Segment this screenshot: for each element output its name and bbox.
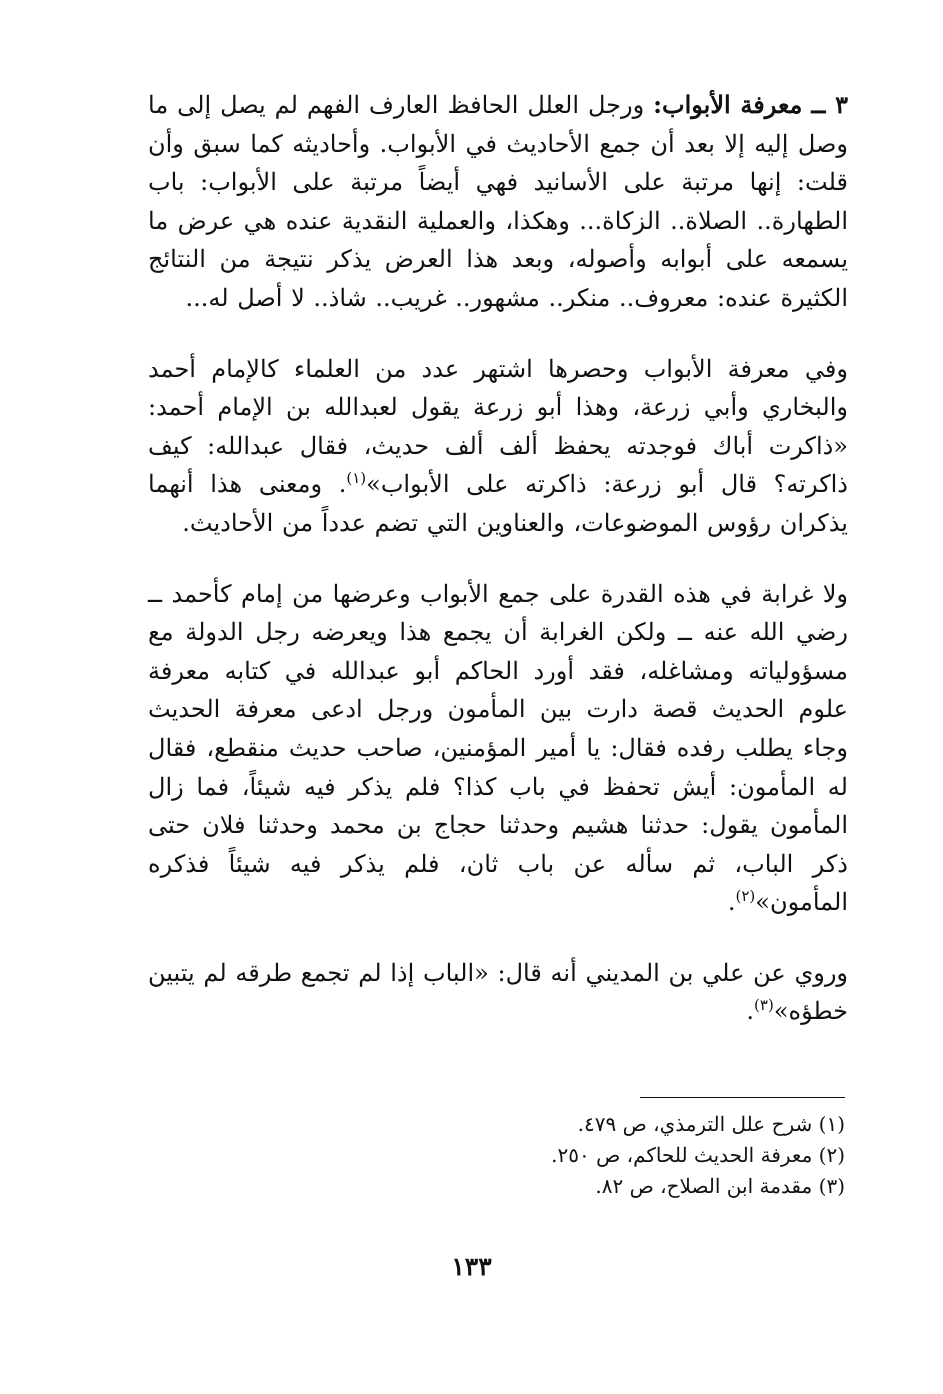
section-heading: معرفة الأبواب:: [653, 90, 803, 119]
paragraph-text: ورجل العلل الحافظ العارف الفهم لم يصل إلى ما وصل إليه إلا بعد أن جمع الأحاديث في الأبواب. وأحاديثه كما سبق وأن قلت: إنها مرتبة على الأسانيد فهي أيضاً مرتبة على الأبواب: باب الطهارة.. الصلاة.. الزكاة... وهكذا، والعملية النقدية عنده هي عرض ما يسمعه على أبوابه وأصوله، وبعد هذا العرض يذكر نتيجة من النتائج الكثيرة عنده: معروف.. منكر.. مشهور.. غريب.. شاذ.. لا أصل له...: [148, 91, 848, 312]
footnote-3: (٣) مقدمة ابن الصلاح، ص ٨٢.: [595, 1174, 845, 1198]
footnote-ref-3: (٣): [754, 996, 774, 1015]
paragraph-tail: .: [727, 888, 736, 917]
paragraph-text: ولا غرابة في هذه القدرة على جمع الأبواب وعرضها من إمام كأحمد ــ رضي الله عنه ــ ولكن الغرابة أن يجمع هذا ويعرضه رجل الدولة مع مسؤولياته ومشاغله، فقد أورد الحاكم أبو عبدالله في كتابه معرفة علوم الحديث قصة دارت بين المأمون ورجل ادعى معرفة الحديث وجاء يطلب رفده فقال: يا أمير المؤمنين، صاحب حديث منقطع، فقال له المأمون: أيش تحفظ في باب كذا؟ فلم يذكر فيه شيئاً، فما زال المأمون يقول: حدثنا هشيم وحدثنا حجاج بن محمد وحدثنا فلان حتى ذكر الباب، ثم سأله عن باب ثان، فلم يذكر فيه شيئاً فذكره المأمون»: [148, 579, 848, 917]
footnote-divider: [640, 1097, 845, 1098]
paragraph-text: وروي عن علي بن المديني أنه قال: «الباب إذا لم تجمع طرقه لم يتبين خطؤه»: [148, 958, 848, 1026]
paragraph-abu-zura: [148, 350, 848, 543]
footnote-ref-2: (٢): [735, 887, 756, 906]
section-number: ٣ ــ: [811, 90, 849, 119]
footnote-2: (٢) معرفة الحديث للحاكم، ص ٢٥٠.: [551, 1143, 845, 1167]
paragraph-tail: . ومعنى هذا أنهما يذكران رؤوس الموضوعات، والعناوين التي تضم عدداً من الأحاديث.: [148, 470, 848, 537]
paragraph-abwab: [148, 86, 848, 318]
footnotes: [345, 1109, 845, 1202]
paragraph-ibn-madini: [148, 954, 848, 1031]
page-number: ١٣٣: [451, 1252, 492, 1281]
paragraph-mamun: [148, 575, 848, 922]
page-body: [148, 86, 848, 1031]
footnote-1: (١) شرح علل الترمذي، ص ٤٧٩.: [577, 1112, 845, 1136]
paragraph-tail: .: [746, 997, 755, 1026]
paragraph-text: وفي معرفة الأبواب وحصرها اشتهر عدد من العلماء كالإمام أحمد والبخاري وأبي زرعة، وهذا أبو زرعة يقول لعبدالله بن الإمام أحمد: «ذاكرت أباك فوجدته يحفظ ألف ألف حديث، فقال عبدالله: كيف ذاكرته؟ قال أبو زرعة: ذاكرته على الأبواب»: [148, 354, 848, 499]
footnote-ref-1: (١): [346, 469, 367, 488]
